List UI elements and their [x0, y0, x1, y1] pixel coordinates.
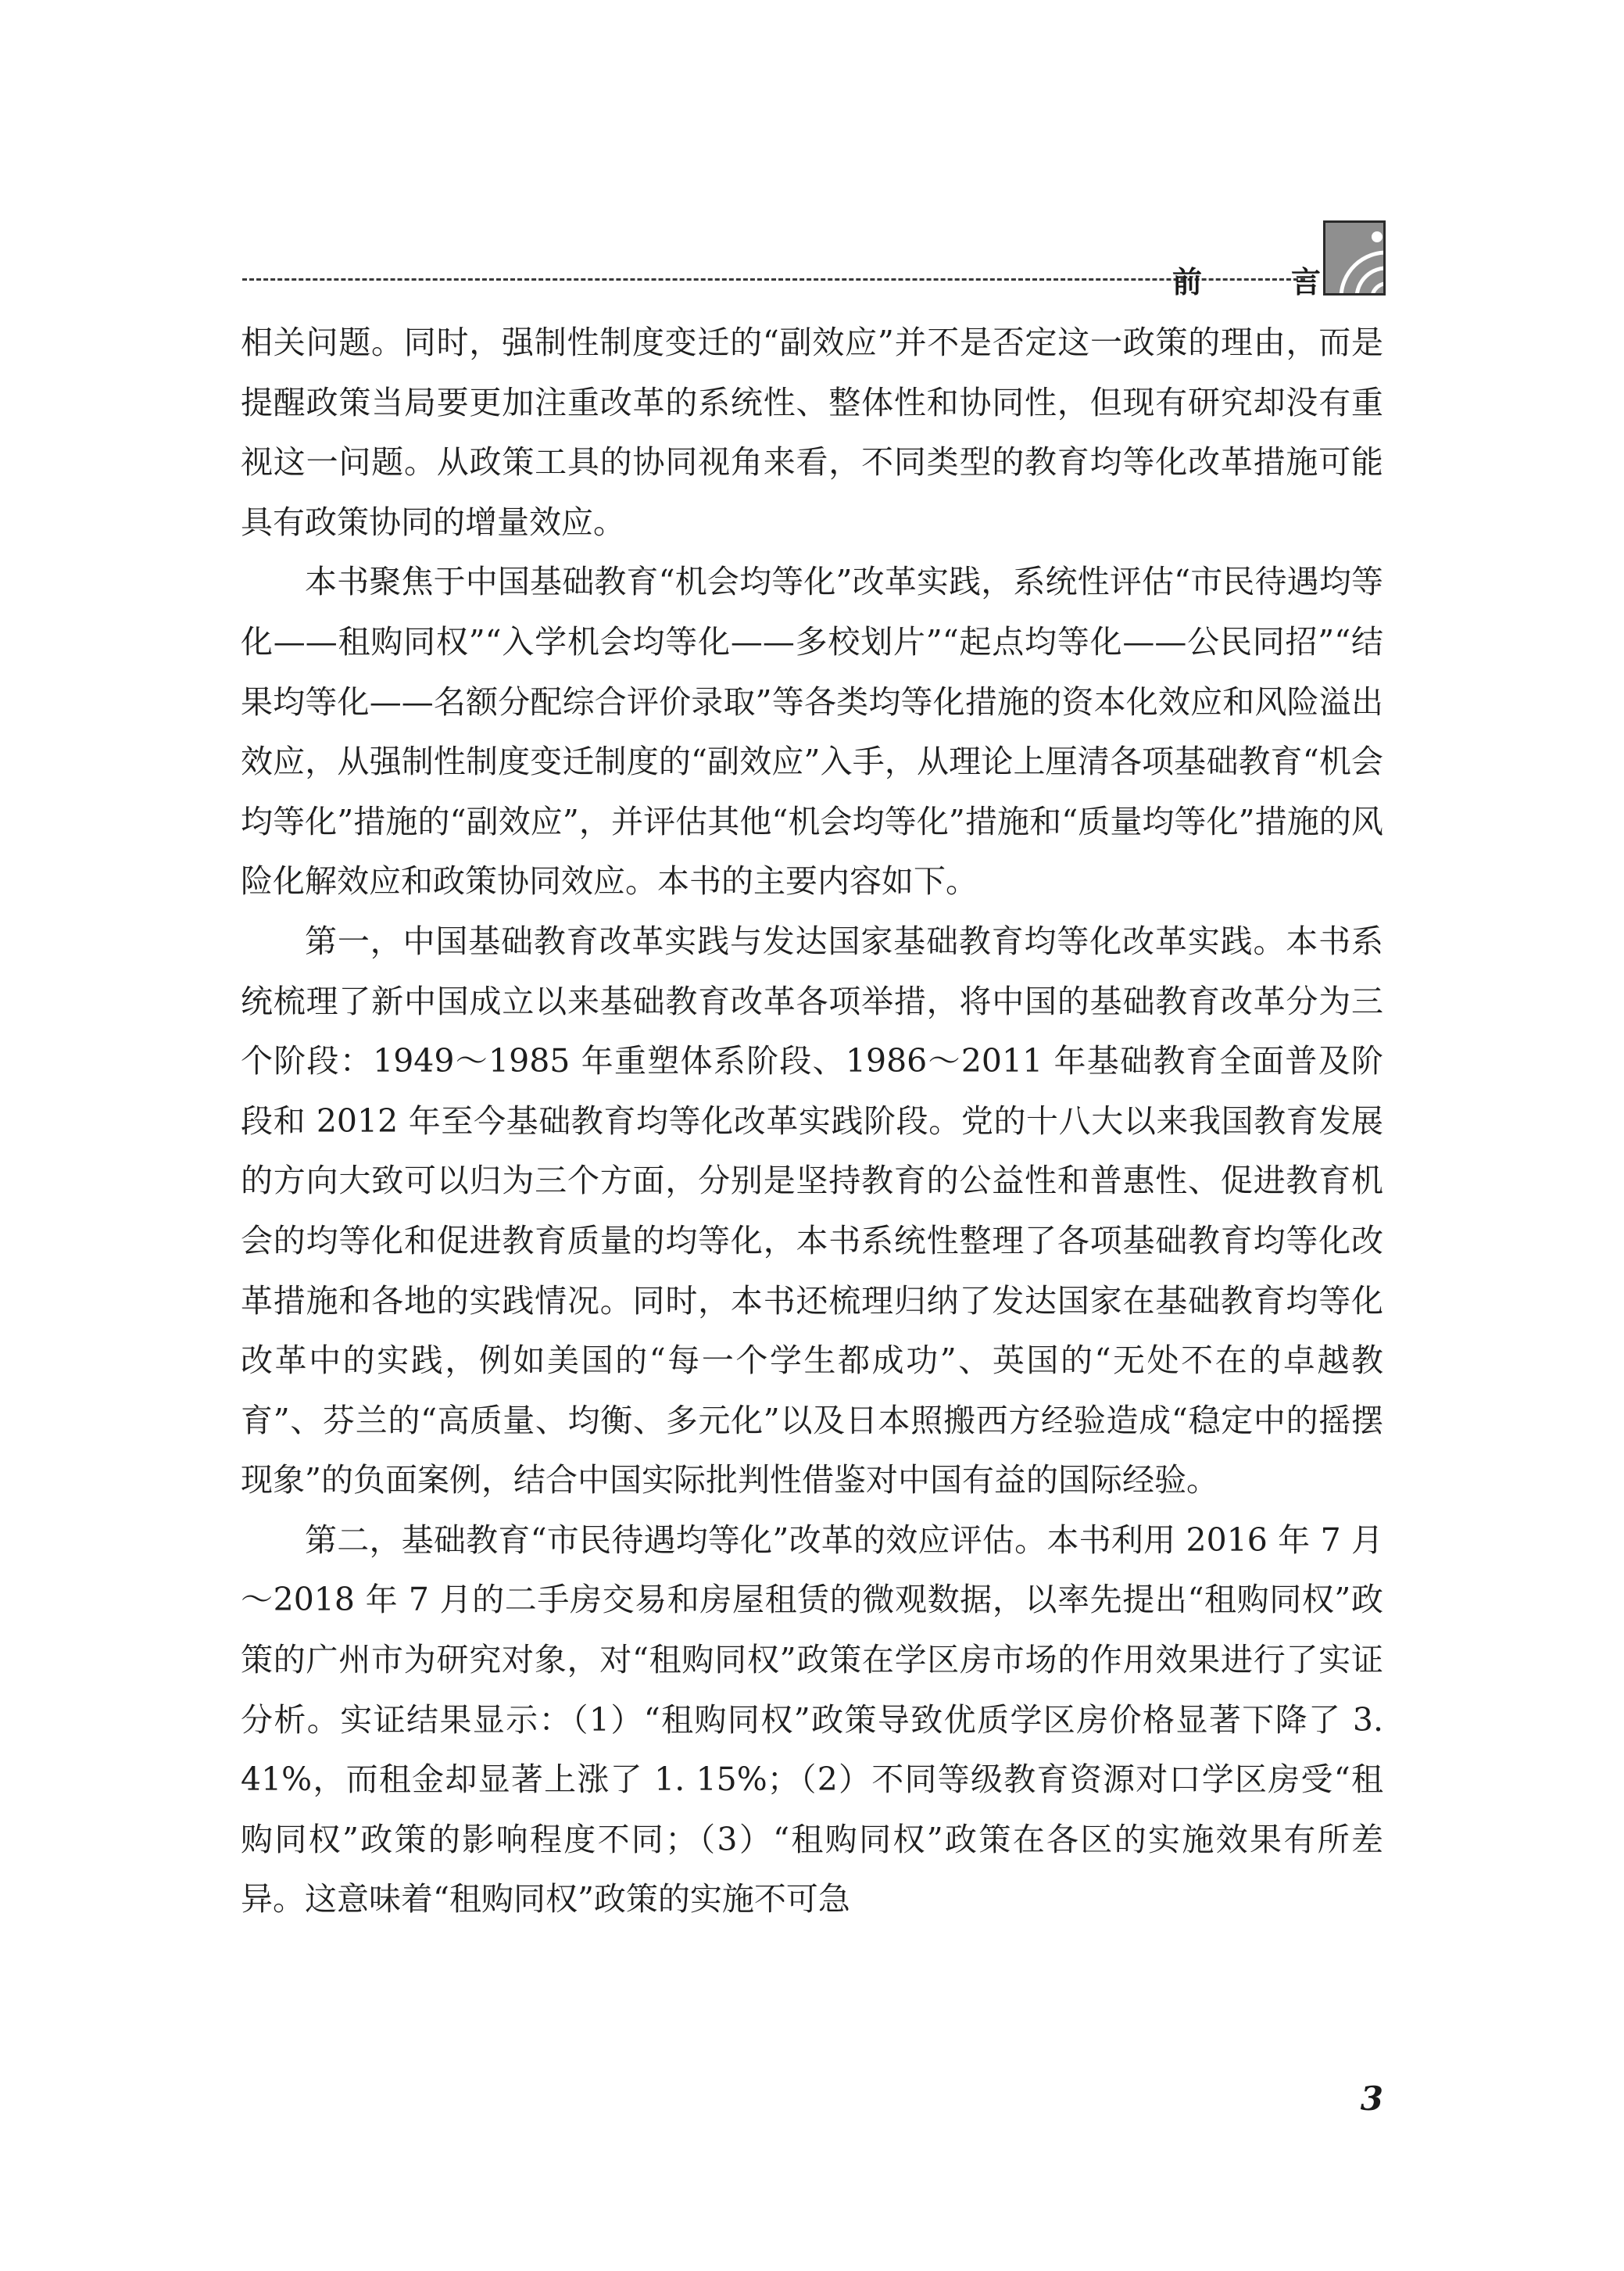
paragraph-3: 第一，中国基础教育改革实践与发达国家基础教育均等化改革实践。本书系统梳理了新中国成立以来基础教育改革各项举措，将中国的基础教育改革分为三个阶段：1949～1985 年重塑体系阶段、1986～2011 年基础教育全面普及阶段和 2012 年至今基础教育均等化改革实践阶段。党的十八大以来我国教育发展的方向大致可以归为三个方面，分别是坚持教育的公益性和普惠性、促进教育机会的均等化和促进教育质量的均等化，本书系统性整理了各项基础教育均等化改革措施和各地的实践情况。同时，本书还梳理归纳了发达国家在基础教育均等化改革中的实践，例如美国的“每一个学生都成功”、英国的“无处不在的卓越教育”、芬兰的“高质量、均衡、多元化”以及日本照搬西方经验造成“稳定中的摇摆现象”的负面案例，结合中国实际批判性借鉴对中国有益的国际经验。 — [241, 922, 1383, 1499]
paragraph-2: 本书聚焦于中国基础教育“机会均等化”改革实践，系统性评估“市民待遇均等化——租购同权”“入学机会均等化——多校划片”“起点均等化——公民同招”“结果均等化——名额分配综合评价录取”等各类均等化措施的资本化效应和风险溢出效应，从强制性制度变迁制度的“副效应”入手，从理论上厘清各项基础教育“机会均等化”措施的“副效应”，并评估其他“机会均等化”措施和“质量均等化”措施的风险化解效应和政策协同效应。本书的主要内容如下。 — [241, 563, 1383, 901]
page-number: 3 — [1360, 2079, 1383, 2118]
body-text — [241, 313, 1383, 1929]
header-char-1: 前 — [1172, 264, 1203, 299]
header-dashed-rule — [242, 278, 1305, 281]
chapter-emblem-icon — [1323, 220, 1386, 296]
paragraph-1: 相关问题。同时，强制性制度变迁的“副效应”并不是否定这一政策的理由，而是提醒政策当局要更加注重改革的系统性、整体性和协同性，但现有研究却没有重视这一问题。从政策工具的协同视角来看，不同类型的教育均等化改革措施可能具有政策协同的增量效应。 — [241, 324, 1383, 541]
paragraph-4: 第二，基础教育“市民待遇均等化”改革的效应评估。本书利用 2016 年 7 月～2018 年 7 月的二手房交易和房屋租赁的微观数据，以率先提出“租购同权”政策的广州市为研究对象，对“租购同权”政策在学区房市场的作用效果进行了实证分析。实证结果显示：（1）“租购同权”政策导致优质学区房价格显著下降了 3. 41%，而租金却显著上涨了 1. 15%；（2）不同等级教育资源对口学区房受“租购同权”政策的影响程度不同；（3）“租购同权”政策在各区的实施效果有所差异。这意味着“租购同权”政策的实施不可急 — [241, 1521, 1383, 1918]
running-header — [1172, 258, 1321, 301]
header-char-2: 言 — [1290, 264, 1321, 299]
